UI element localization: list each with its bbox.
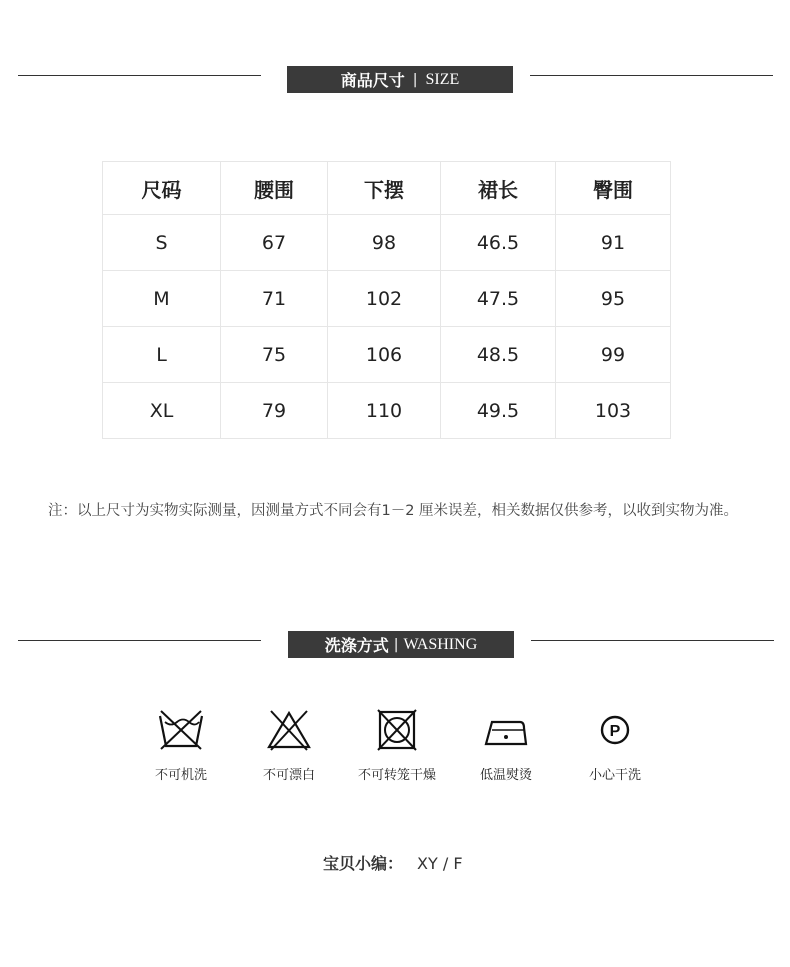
size-table-header-row [103,162,671,215]
no-machine-wash-icon [157,708,205,752]
wash-title-cn: 洗涤方式 [324,636,389,655]
table-cell: L [103,327,221,383]
wash-label: 低温熨烫 [479,768,532,783]
wash-label: 不可转笼干燥 [357,768,436,783]
no-tumble-dry-icon [373,708,421,752]
table-cell: 49.5 [441,383,556,439]
wash-label: 不可漂白 [262,768,315,783]
size-title-en: SIZE [425,70,460,88]
dry-clean-symbol: P [609,723,621,740]
measurement-note: 注：以上尺寸为实物实际测量，因测量方式不同会有1－2 厘米误差，相关数据仅供参考，以收到实物为准。 [48,503,739,519]
table-cell: 106 [328,327,441,383]
wash-item-dry-clean [560,708,670,783]
wash-rule-left [18,640,261,641]
table-cell: 48.5 [441,327,556,383]
table-cell: 71 [221,271,328,327]
low-iron-icon [482,708,530,752]
table-cell: 67 [221,215,328,271]
header-skirt-length: 裙长 [441,162,556,215]
editor-value: XY / F [417,854,463,873]
table-cell: 47.5 [441,271,556,327]
wash-title-divider: | [393,636,399,653]
table-cell: 95 [556,271,671,327]
size-title-divider: | [412,71,418,88]
wash-rule-right [531,640,774,641]
table-cell: 46.5 [441,215,556,271]
table-row [103,215,671,271]
wash-label: 不可机洗 [154,768,207,783]
editor-credit [323,851,463,874]
table-cell: 110 [328,383,441,439]
table-cell: 103 [556,383,671,439]
table-cell: 98 [328,215,441,271]
table-row [103,383,671,439]
wash-item-low-iron [451,708,561,783]
table-cell: 75 [221,327,328,383]
wash-item-no-tumble-dry [342,708,452,783]
size-section-banner [287,66,513,93]
table-cell: 102 [328,271,441,327]
header-size: 尺码 [103,162,221,215]
table-cell: 91 [556,215,671,271]
dry-clean-p-icon [591,708,639,752]
header-waist: 腰围 [221,162,328,215]
wash-item-no-machine-wash [126,708,236,783]
table-cell: M [103,271,221,327]
wash-title-en: WASHING [403,635,478,653]
wash-label: 小心干洗 [588,768,641,783]
table-cell: 79 [221,383,328,439]
size-rule-right [530,75,773,76]
header-hem: 下摆 [328,162,441,215]
editor-label: 宝贝小编： [323,854,404,873]
wash-section-banner [288,631,514,658]
no-bleach-icon [265,708,313,752]
table-cell: XL [103,383,221,439]
size-rule-left [18,75,261,76]
size-table [102,161,671,439]
wash-item-no-bleach [234,708,344,783]
size-title-cn: 商品尺寸 [340,71,405,90]
table-row [103,271,671,327]
table-cell: 99 [556,327,671,383]
header-hip: 臀围 [556,162,671,215]
table-cell: S [103,215,221,271]
table-row [103,327,671,383]
